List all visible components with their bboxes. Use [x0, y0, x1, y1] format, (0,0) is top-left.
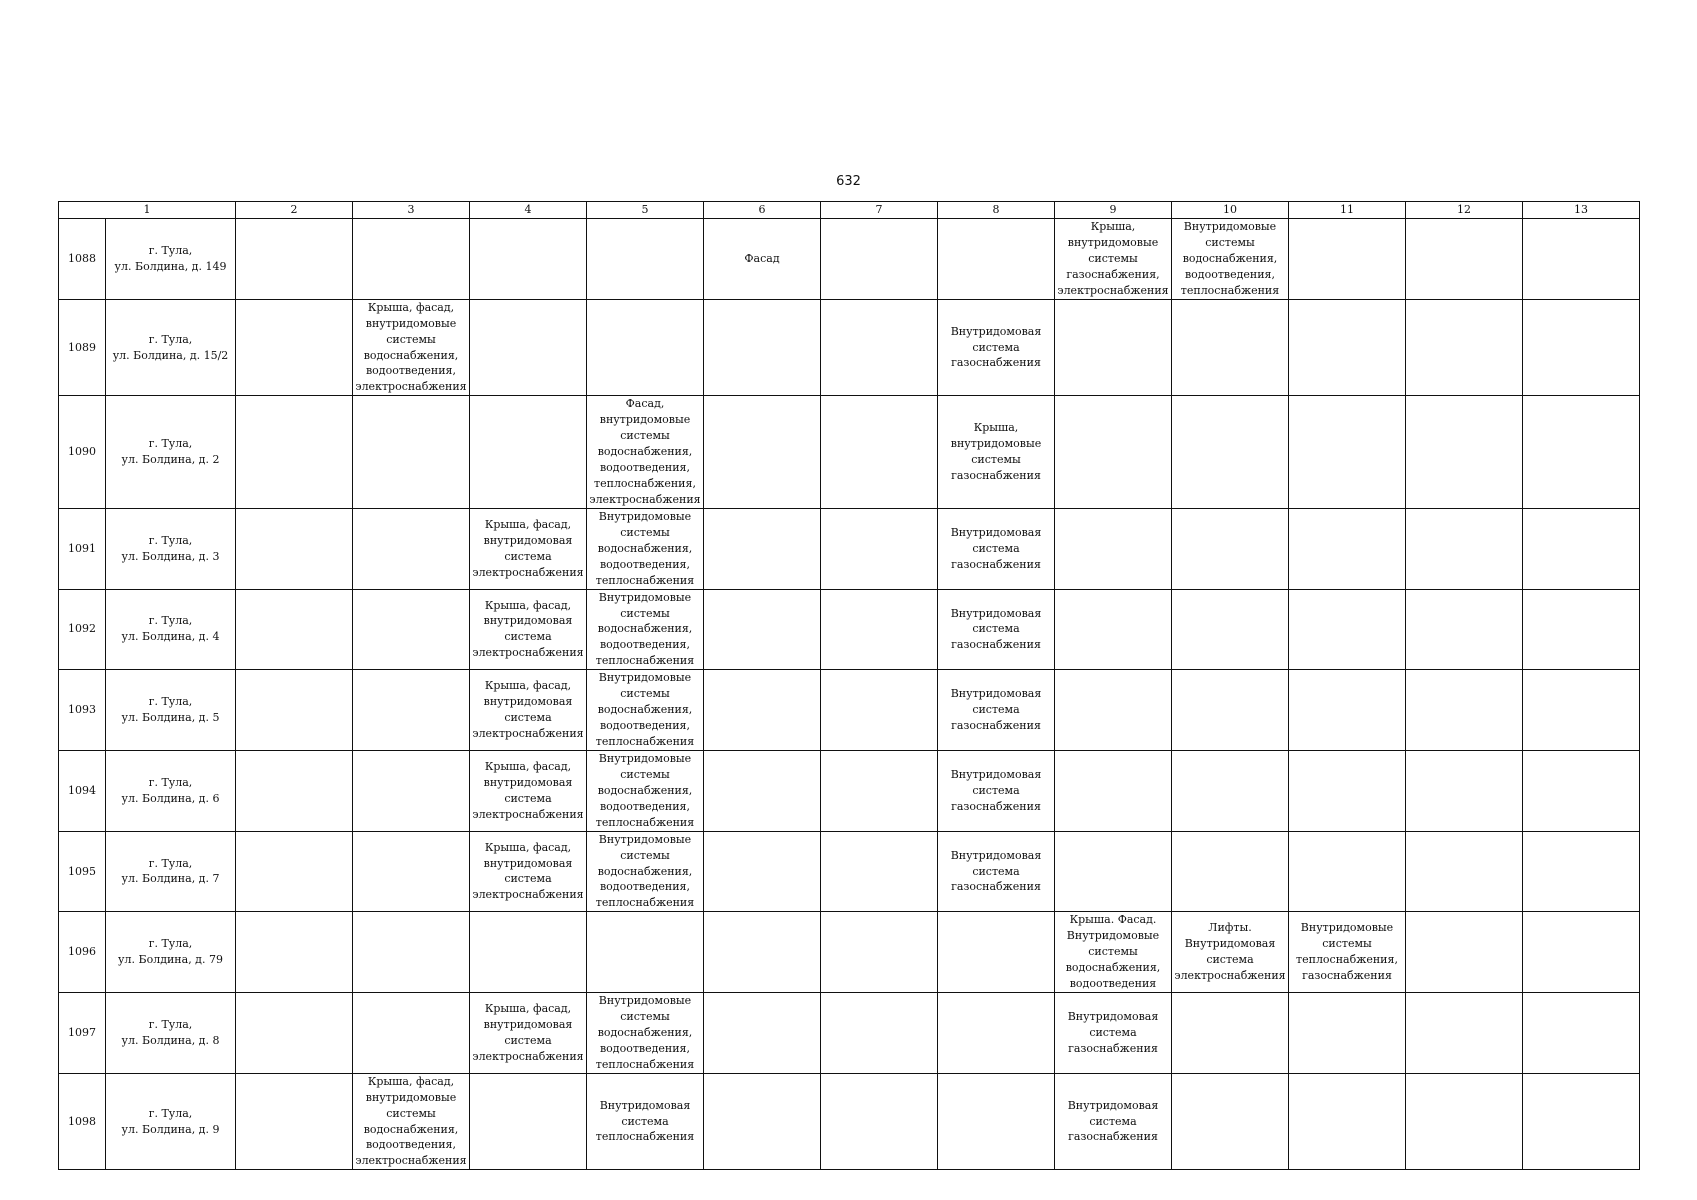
table-row	[59, 299, 1640, 396]
work-cell-col-9	[1055, 670, 1172, 751]
work-cell-col-6	[704, 993, 821, 1074]
work-cell-col-7	[821, 912, 938, 993]
work-cell-col-4	[470, 912, 587, 993]
work-cell-col-4: Крыша, фасад, внутридомовая система электроснабжения	[470, 670, 587, 751]
work-cell-col-4: Крыша, фасад, внутридомовая система электроснабжения	[470, 831, 587, 912]
column-header: 8	[938, 202, 1055, 219]
work-cell-col-11	[1289, 750, 1406, 831]
work-cell-col-8	[938, 1073, 1055, 1170]
row-number-cell: 1098	[59, 1073, 106, 1170]
address-cell: г. Тула, ул. Болдина, д. 149	[106, 219, 236, 300]
work-cell-col-4	[470, 1073, 587, 1170]
work-cell-col-4: Крыша, фасад, внутридомовая система электроснабжения	[470, 750, 587, 831]
work-cell-col-8	[938, 993, 1055, 1074]
work-cell-col-10	[1172, 508, 1289, 589]
work-cell-col-12	[1406, 912, 1523, 993]
table-row	[59, 396, 1640, 509]
work-cell-col-9	[1055, 750, 1172, 831]
work-cell-col-11	[1289, 508, 1406, 589]
work-cell-col-9: Внутридомовая система газоснабжения	[1055, 1073, 1172, 1170]
work-cell-col-13	[1523, 589, 1640, 670]
address-cell: г. Тула, ул. Болдина, д. 2	[106, 396, 236, 509]
work-cell-col-3	[353, 589, 470, 670]
work-cell-col-13	[1523, 219, 1640, 300]
work-cell-col-9: Крыша. Фасад. Внутридомовые системы водоснабжения, водоотведения	[1055, 912, 1172, 993]
work-cell-col-8: Внутридомовая система газоснабжения	[938, 299, 1055, 396]
row-number-cell: 1096	[59, 912, 106, 993]
address-cell: г. Тула, ул. Болдина, д. 5	[106, 670, 236, 751]
table-row	[59, 750, 1640, 831]
work-cell-col-11: Внутридомовые системы теплоснабжения, газоснабжения	[1289, 912, 1406, 993]
work-cell-col-2	[236, 508, 353, 589]
work-cell-col-6	[704, 831, 821, 912]
address-cell: г. Тула, ул. Болдина, д. 4	[106, 589, 236, 670]
column-header: 1	[59, 202, 236, 219]
work-cell-col-7	[821, 508, 938, 589]
page-number: 632	[836, 174, 861, 189]
table-row	[59, 670, 1640, 751]
work-cell-col-13	[1523, 1073, 1640, 1170]
work-cell-col-8: Крыша, внутридомовые системы газоснабжения	[938, 396, 1055, 509]
work-cell-col-4: Крыша, фасад, внутридомовая система электроснабжения	[470, 589, 587, 670]
work-cell-col-5: Внутридомовые системы водоснабжения, водоотведения, теплоснабжения	[587, 589, 704, 670]
work-cell-col-2	[236, 219, 353, 300]
work-cell-col-12	[1406, 750, 1523, 831]
work-cell-col-8: Внутридомовая система газоснабжения	[938, 589, 1055, 670]
work-cell-col-3	[353, 831, 470, 912]
column-header: 6	[704, 202, 821, 219]
work-cell-col-11	[1289, 831, 1406, 912]
work-cell-col-9: Внутридомовая система газоснабжения	[1055, 993, 1172, 1074]
work-cell-col-2	[236, 299, 353, 396]
work-cell-col-6	[704, 396, 821, 509]
work-cell-col-6	[704, 508, 821, 589]
work-cell-col-2	[236, 912, 353, 993]
address-cell: г. Тула, ул. Болдина, д. 6	[106, 750, 236, 831]
work-cell-col-5: Внутридомовые системы водоснабжения, водоотведения, теплоснабжения	[587, 670, 704, 751]
table-row	[59, 993, 1640, 1074]
work-cell-col-2	[236, 1073, 353, 1170]
work-cell-col-9	[1055, 589, 1172, 670]
work-cell-col-5: Внутридомовые системы водоснабжения, водоотведения, теплоснабжения	[587, 993, 704, 1074]
work-cell-col-6	[704, 912, 821, 993]
work-cell-col-12	[1406, 589, 1523, 670]
work-cell-col-6	[704, 1073, 821, 1170]
work-cell-col-3	[353, 396, 470, 509]
work-cell-col-6	[704, 750, 821, 831]
column-header: 7	[821, 202, 938, 219]
work-cell-col-12	[1406, 993, 1523, 1074]
work-cell-col-12	[1406, 396, 1523, 509]
row-number-cell: 1093	[59, 670, 106, 751]
work-cell-col-6: Фасад	[704, 219, 821, 300]
work-cell-col-5	[587, 219, 704, 300]
column-header: 9	[1055, 202, 1172, 219]
work-cell-col-2	[236, 396, 353, 509]
work-cell-col-4: Крыша, фасад, внутридомовая система электроснабжения	[470, 508, 587, 589]
table-row	[59, 219, 1640, 300]
work-cell-col-12	[1406, 299, 1523, 396]
work-cell-col-4: Крыша, фасад, внутридомовая система электроснабжения	[470, 993, 587, 1074]
work-cell-col-5: Внутридомовые системы водоснабжения, водоотведения, теплоснабжения	[587, 831, 704, 912]
work-cell-col-8: Внутридомовая система газоснабжения	[938, 508, 1055, 589]
work-cell-col-10	[1172, 831, 1289, 912]
work-cell-col-2	[236, 589, 353, 670]
work-cell-col-8: Внутридомовая система газоснабжения	[938, 750, 1055, 831]
table-row	[59, 912, 1640, 993]
table-row	[59, 508, 1640, 589]
work-cell-col-6	[704, 299, 821, 396]
work-cell-col-3	[353, 219, 470, 300]
address-cell: г. Тула, ул. Болдина, д. 9	[106, 1073, 236, 1170]
row-number-cell: 1090	[59, 396, 106, 509]
work-cell-col-5: Фасад, внутридомовые системы водоснабжения, водоотведения, теплоснабжения, электроснабжения	[587, 396, 704, 509]
column-header: 4	[470, 202, 587, 219]
work-cell-col-4	[470, 219, 587, 300]
address-cell: г. Тула, ул. Болдина, д. 8	[106, 993, 236, 1074]
work-cell-col-3: Крыша, фасад, внутридомовые системы водоснабжения, водоотведения, электроснабжения	[353, 299, 470, 396]
row-number-cell: 1097	[59, 993, 106, 1074]
work-cell-col-3: Крыша, фасад, внутридомовые системы водоснабжения, водоотведения, электроснабжения	[353, 1073, 470, 1170]
work-cell-col-11	[1289, 299, 1406, 396]
address-cell: г. Тула, ул. Болдина, д. 15/2	[106, 299, 236, 396]
work-cell-col-12	[1406, 219, 1523, 300]
work-cell-col-9	[1055, 396, 1172, 509]
work-cell-col-2	[236, 831, 353, 912]
work-cell-col-10	[1172, 1073, 1289, 1170]
work-cell-col-11	[1289, 589, 1406, 670]
work-cell-col-7	[821, 219, 938, 300]
work-cell-col-5: Внутридомовые системы водоснабжения, водоотведения, теплоснабжения	[587, 508, 704, 589]
work-cell-col-12	[1406, 831, 1523, 912]
work-cell-col-13	[1523, 993, 1640, 1074]
row-number-cell: 1095	[59, 831, 106, 912]
work-cell-col-3	[353, 750, 470, 831]
work-cell-col-7	[821, 750, 938, 831]
work-cell-col-10	[1172, 396, 1289, 509]
work-cell-col-10	[1172, 670, 1289, 751]
column-header: 12	[1406, 202, 1523, 219]
column-header: 3	[353, 202, 470, 219]
work-cell-col-10	[1172, 993, 1289, 1074]
table-body	[59, 219, 1640, 1170]
row-number-cell: 1091	[59, 508, 106, 589]
repair-schedule-table	[58, 201, 1640, 1170]
work-cell-col-13	[1523, 670, 1640, 751]
work-cell-col-9	[1055, 299, 1172, 396]
column-header: 13	[1523, 202, 1640, 219]
address-cell: г. Тула, ул. Болдина, д. 7	[106, 831, 236, 912]
work-cell-col-13	[1523, 750, 1640, 831]
work-cell-col-12	[1406, 1073, 1523, 1170]
work-cell-col-13	[1523, 508, 1640, 589]
work-cell-col-10	[1172, 589, 1289, 670]
work-cell-col-4	[470, 299, 587, 396]
table-row	[59, 831, 1640, 912]
work-cell-col-10: Внутридомовые системы водоснабжения, водоотведения, теплоснабжения	[1172, 219, 1289, 300]
work-cell-col-11	[1289, 1073, 1406, 1170]
work-cell-col-3	[353, 912, 470, 993]
work-cell-col-13	[1523, 912, 1640, 993]
work-cell-col-2	[236, 670, 353, 751]
address-cell: г. Тула, ул. Болдина, д. 3	[106, 508, 236, 589]
table-row	[59, 1073, 1640, 1170]
work-cell-col-9	[1055, 508, 1172, 589]
work-cell-col-7	[821, 831, 938, 912]
work-cell-col-13	[1523, 831, 1640, 912]
table-header	[59, 202, 1640, 219]
work-cell-col-10	[1172, 299, 1289, 396]
column-header: 11	[1289, 202, 1406, 219]
work-cell-col-11	[1289, 993, 1406, 1074]
row-number-cell: 1089	[59, 299, 106, 396]
work-cell-col-12	[1406, 670, 1523, 751]
work-cell-col-7	[821, 589, 938, 670]
work-cell-col-6	[704, 589, 821, 670]
work-cell-col-3	[353, 670, 470, 751]
address-cell: г. Тула, ул. Болдина, д. 79	[106, 912, 236, 993]
work-cell-col-7	[821, 993, 938, 1074]
column-header: 5	[587, 202, 704, 219]
work-cell-col-4	[470, 396, 587, 509]
work-cell-col-11	[1289, 219, 1406, 300]
work-cell-col-8: Внутридомовая система газоснабжения	[938, 831, 1055, 912]
work-cell-col-9: Крыша, внутридомовые системы газоснабжения, электроснабжения	[1055, 219, 1172, 300]
work-cell-col-12	[1406, 508, 1523, 589]
work-cell-col-13	[1523, 396, 1640, 509]
work-cell-col-2	[236, 993, 353, 1074]
row-number-cell: 1088	[59, 219, 106, 300]
work-cell-col-11	[1289, 396, 1406, 509]
work-cell-col-8	[938, 219, 1055, 300]
work-cell-col-6	[704, 670, 821, 751]
work-cell-col-3	[353, 993, 470, 1074]
row-number-cell: 1092	[59, 589, 106, 670]
work-cell-col-5: Внутридомовые системы водоснабжения, водоотведения, теплоснабжения	[587, 750, 704, 831]
column-header: 2	[236, 202, 353, 219]
work-cell-col-11	[1289, 670, 1406, 751]
work-cell-col-7	[821, 299, 938, 396]
work-cell-col-7	[821, 1073, 938, 1170]
work-cell-col-2	[236, 750, 353, 831]
work-cell-col-5	[587, 912, 704, 993]
table-row	[59, 589, 1640, 670]
work-cell-col-10	[1172, 750, 1289, 831]
work-cell-col-5: Внутридомовая система теплоснабжения	[587, 1073, 704, 1170]
work-cell-col-8: Внутридомовая система газоснабжения	[938, 670, 1055, 751]
row-number-cell: 1094	[59, 750, 106, 831]
work-cell-col-10: Лифты. Внутридомовая система электроснабжения	[1172, 912, 1289, 993]
column-number-row	[59, 202, 1640, 219]
column-header: 10	[1172, 202, 1289, 219]
work-cell-col-9	[1055, 831, 1172, 912]
work-cell-col-5	[587, 299, 704, 396]
work-cell-col-13	[1523, 299, 1640, 396]
work-cell-col-3	[353, 508, 470, 589]
work-cell-col-7	[821, 396, 938, 509]
work-cell-col-7	[821, 670, 938, 751]
work-cell-col-8	[938, 912, 1055, 993]
